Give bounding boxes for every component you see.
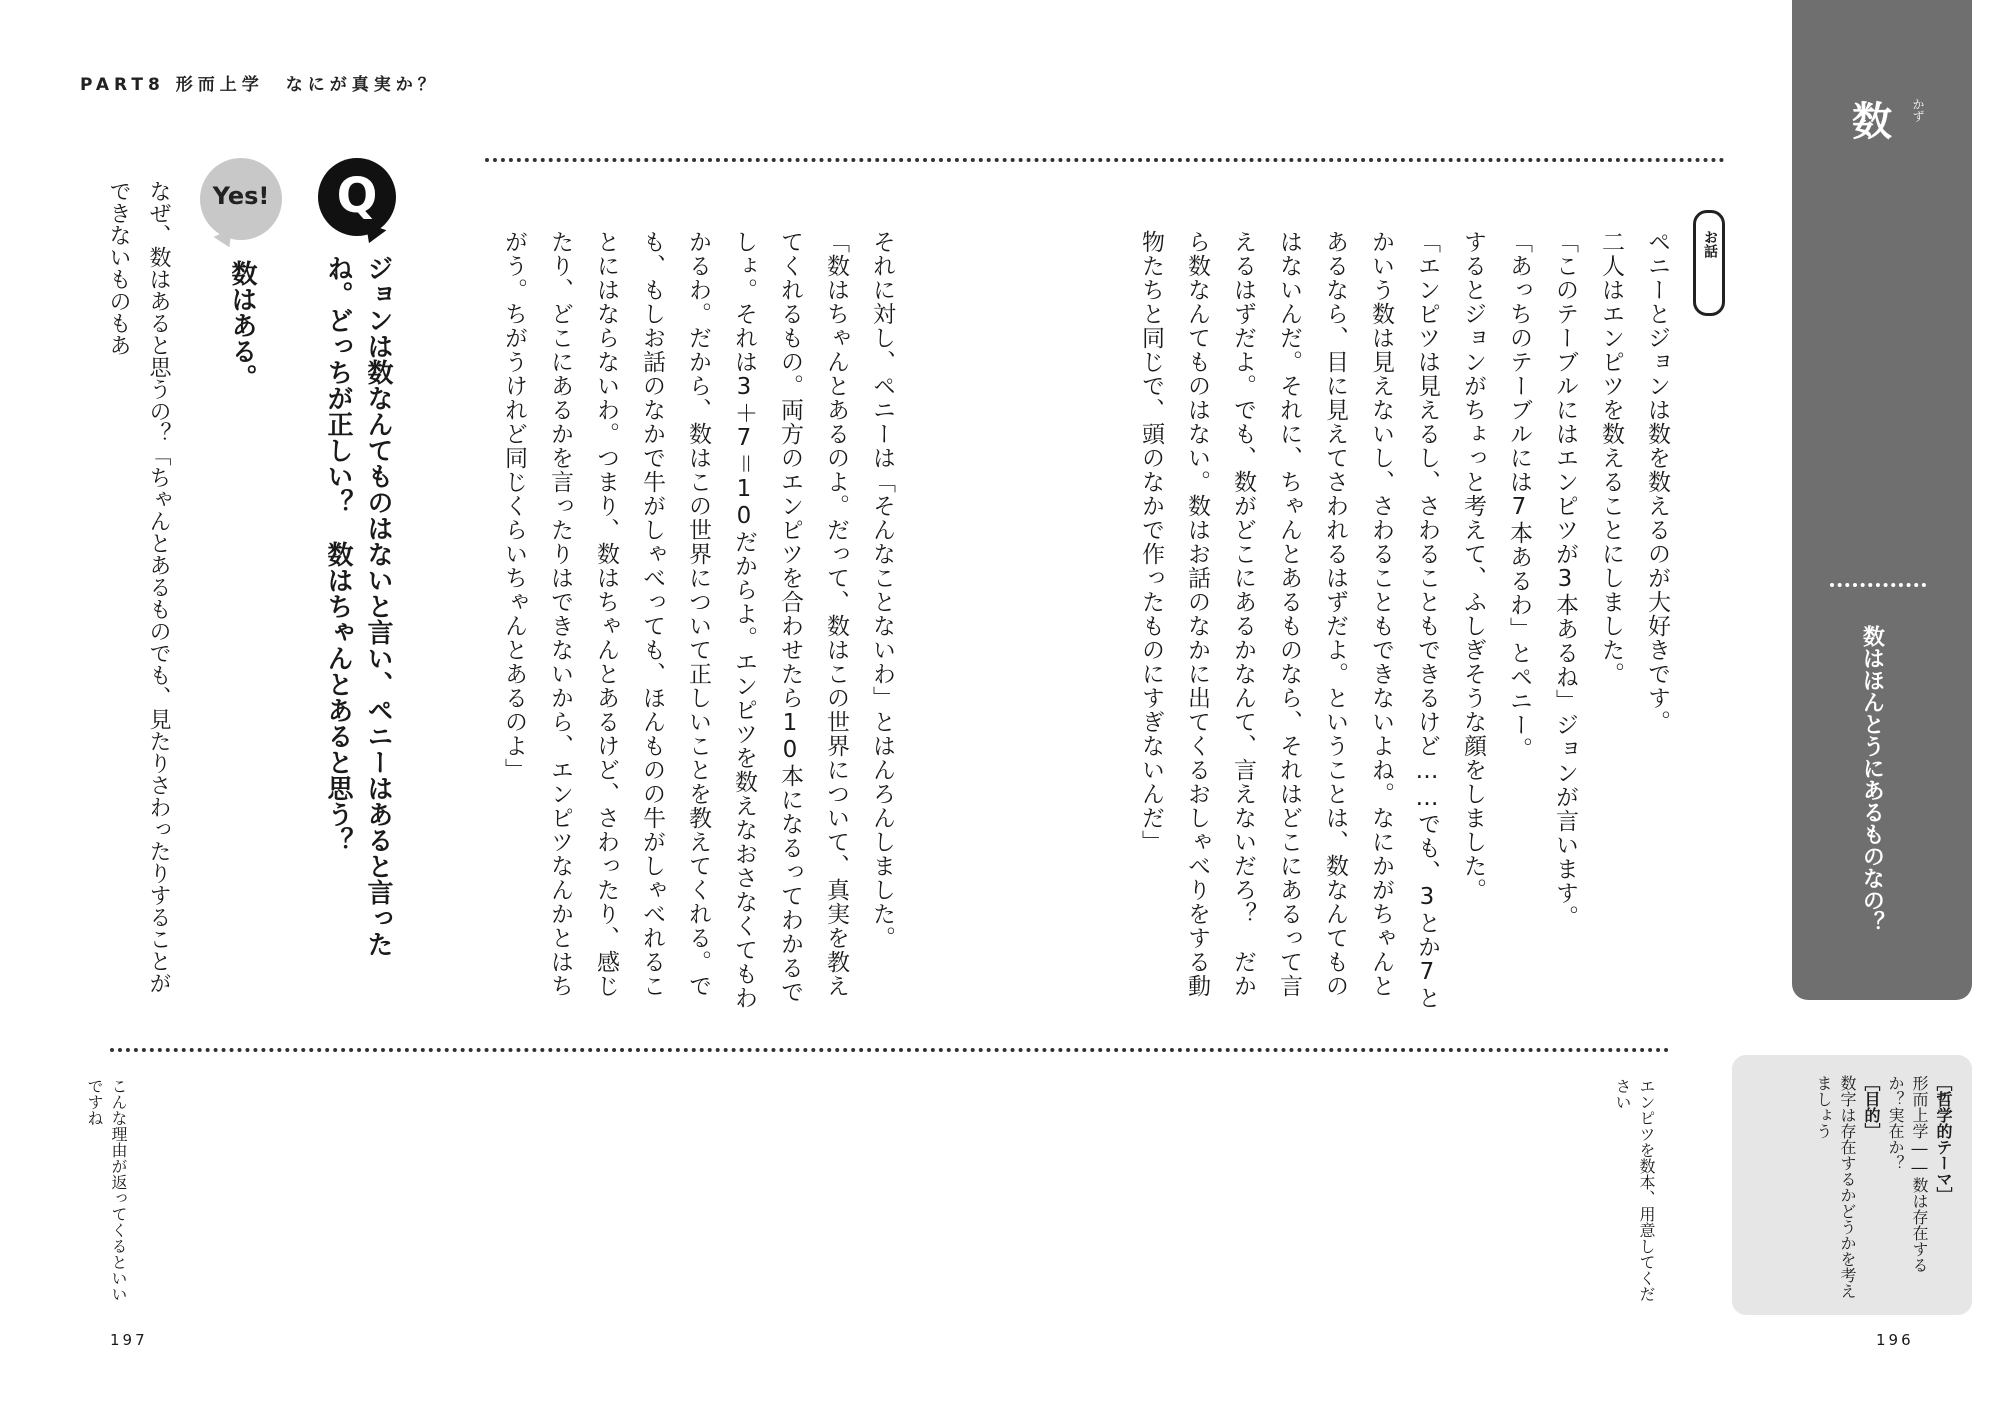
bottom-dotted-rule [110, 1048, 1670, 1052]
story-paragraph: ペニーとジョンは数を数えるのが大好きです。 [1644, 230, 1670, 734]
story-paragraph: するとジョンがちょっと考えて、ふしぎそうな顔をしました。 [1460, 230, 1486, 902]
tab-subtitle: 数はほんとうにあるものなの？ [1859, 625, 1885, 933]
goal-value: 数字は存在するかどうかを考えましょう [1814, 1075, 1857, 1299]
tab-title-ruby: かず [1911, 98, 1925, 122]
story-text-continued [490, 230, 905, 1010]
yes-label: Yes! [212, 182, 270, 210]
page-number-left: 197 [110, 1331, 148, 1349]
running-header: PART8 形而上学 なにが真実か？ [80, 75, 440, 95]
tab-divider [1830, 583, 1926, 587]
q-label: Q [336, 168, 378, 224]
story-paragraph: それに対し、ペニーは「そんなことないわ」とはんろんしました。 [869, 230, 895, 950]
answer-text: 数はある。 [227, 260, 257, 390]
story-paragraph: 「あっちのテーブルには7本あるわ」とペニー。 [1506, 230, 1532, 761]
hint-note: こんな理由が返ってくるといいですね [85, 1078, 128, 1302]
question-text: ジョンは数なんてものはないと言い、ペニーはあると言ったね。どっちが正しい？ 数はちゃんとあると思う？ [323, 255, 393, 957]
theme-note-text [1745, 1075, 1955, 1300]
goal-label: ［目的］ [1862, 1075, 1881, 1139]
page-number-right: 196 [1876, 1331, 1914, 1349]
story-badge [1693, 210, 1725, 316]
tab-title: 数 [1852, 99, 1892, 145]
story-badge-label: お話 [1702, 230, 1718, 258]
story-paragraph: 二人はエンピツを数えることにしました。 [1598, 230, 1624, 686]
top-dotted-rule [485, 158, 1725, 162]
preparation-note: エンピツを数本、用意してください [1613, 1078, 1656, 1302]
story-paragraph: 「エンピツは見えるし、さわることもできるけど……でも、3とか7とかいう数は見えないし、さわることもできないよね。なにかがちゃんとあるなら、目に見えてさわれるはずだよ。ということは、数なんてものはないんだ。それに、ちゃんとあるものなら、それはどこにあるって言えるはずだよ。でも、数がどこにあるかなんて、言えないだろ？ だから数なんてものはない。数はお話のなかに出てくるおしゃべりをする動物たちと同じで、頭のなかで作ったものにすぎないんだ」 [1138, 230, 1440, 1010]
answer-follow-text: なぜ、数はあると思うの？「ちゃんとあるものでも、見たりさわったりすることができないものもあ [106, 180, 171, 994]
theme-value: 形而上学――数は存在するか？実在か？ [1886, 1075, 1929, 1273]
theme-label: ［哲学的テーマ］ [1934, 1075, 1953, 1203]
story-paragraph: 「このテーブルにはエンピツが3本あるね」ジョンが言います。 [1552, 230, 1578, 929]
story-paragraph: 「数はちゃんとあるのよ。だって、数はこの世界について、真実を教えてくれるもの。両方のエンピツを合わせたら10本になるってわかるでしょ。それは3＋7＝10だからよ。エンピツを数えなおさなくてもわかるわ。だから、数はこの世界について正しいことを教えてくれる。でも、もしお話のなかで牛がしゃべっても、ほんものの牛がしゃべれることにはならないわ。つまり、数はちゃんとあるけど、さわったり、感じたり、どこにあるかを言ったりはできないから、エンピツなんかとはちがう。ちがうけれど同じくらいちゃんとあるのよ」 [501, 230, 849, 1010]
story-text [1120, 230, 1680, 1010]
